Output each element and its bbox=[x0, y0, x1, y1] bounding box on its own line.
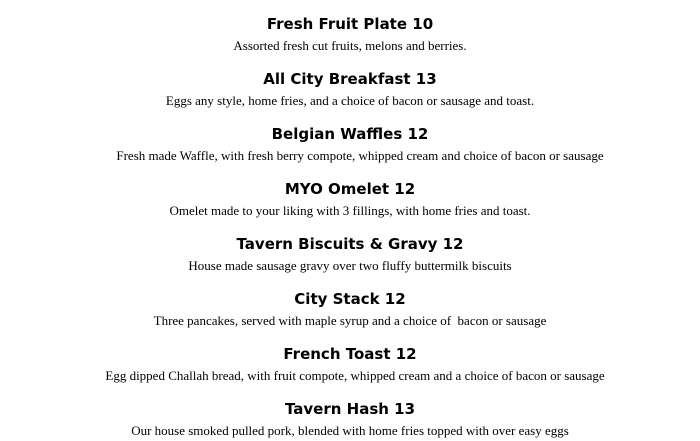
menu-item-title: All City Breakfast 13 bbox=[263, 70, 437, 88]
menu-item-belgian-waffles bbox=[0, 124, 700, 164]
menu-item-description: Assorted fresh cut fruits, melons and berries. bbox=[233, 38, 467, 53]
menu-item-description: Omelet made to your liking with 3 fillings, with home fries and toast. bbox=[169, 203, 531, 218]
menu-item-all-city-breakfast bbox=[0, 69, 700, 109]
menu-item-description: House made sausage gravy over two fluffy buttermilk biscuits bbox=[188, 258, 512, 273]
menu-item-fresh-fruit-plate bbox=[0, 14, 700, 54]
menu-item-city-stack bbox=[0, 289, 700, 329]
menu-item-description: Eggs any style, home fries, and a choice of bacon or sausage and toast. bbox=[165, 93, 535, 108]
menu-item-title: MYO Omelet 12 bbox=[284, 180, 416, 198]
menu-item-title: City Stack 12 bbox=[294, 290, 406, 308]
menu-item-description: Our house smoked pulled pork, blended with home fries topped with over easy eggs bbox=[131, 423, 569, 438]
menu-item-title: French Toast 12 bbox=[283, 345, 417, 363]
menu-item-myo-omelet bbox=[0, 179, 700, 219]
menu-item-title: Tavern Hash 13 bbox=[284, 400, 416, 418]
menu-item-description: Fresh made Waffle, with fresh berry compote, whipped cream and choice of bacon or sausage bbox=[116, 148, 604, 163]
menu-item-title: Fresh Fruit Plate 10 bbox=[266, 15, 434, 33]
menu-item-description: Egg dipped Challah bread, with fruit compote, whipped cream and a choice of bacon or sausage bbox=[105, 368, 605, 383]
menu-item-description: Three pancakes, served with maple syrup and a choice of bacon or sausage bbox=[153, 313, 547, 328]
menu-item-french-toast bbox=[0, 344, 700, 384]
menu-item-title: Belgian Waffles 12 bbox=[271, 125, 429, 143]
menu-item-title: Tavern Biscuits & Gravy 12 bbox=[236, 235, 464, 253]
menu-item-tavern-hash bbox=[0, 399, 700, 439]
menu-item-tavern-biscuits-gravy bbox=[0, 234, 700, 274]
